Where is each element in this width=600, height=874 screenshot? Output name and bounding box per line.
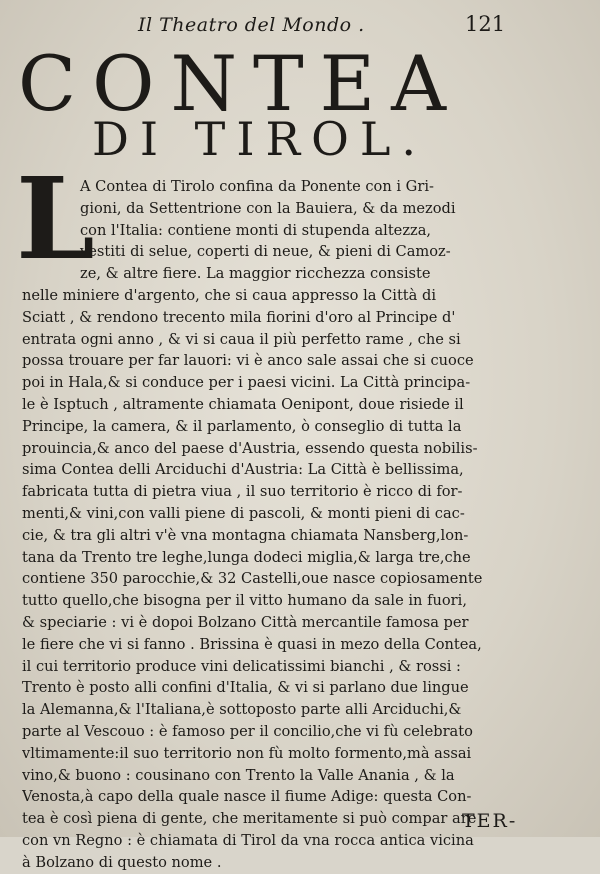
text-line: prouincia,& anco del paese d'Austria, essendo questa nobilis-	[22, 439, 478, 457]
text-line: ze, & altre fiere. La maggior ricchezza consiste	[80, 265, 431, 283]
text-line: sima Contea delli Arciduchi d'Austria: La Città è bellissima,	[22, 461, 464, 479]
page-number: 121	[465, 12, 506, 36]
text-line: vestiti di selue, coperti di neue, & pieni di Camoz-	[80, 243, 451, 261]
text-line: contiene 350 parocchie,& 32 Castelli,oue nasce copiosamente	[22, 570, 483, 588]
text-line: Principe, la camera, & il parlamento, ò conseglio di tutta la	[22, 417, 462, 435]
text-line: tea è così piena di gente, che meritamente si può compar are	[22, 810, 477, 828]
text-line: Trento è posto alli confini d'Italia, & vi si parlano due lingue	[22, 679, 469, 697]
text-line: tutto quello,che bisogna per il vitto humano da sale in fuori,	[22, 592, 467, 610]
text-line: poi in Hala,& si conduce per i paesi vicini. La Città principa-	[22, 374, 471, 392]
text-line: con vn Regno : è chiamata di Tirol da vna rocca antica vicina	[22, 831, 474, 849]
text-line: nelle miniere d'argento, che si caua appresso la Città di	[22, 286, 437, 304]
text-line: fabricata tutta di pietra viua , il suo territorio è ricco di for-	[22, 483, 463, 501]
catchword: TER-	[462, 810, 518, 832]
text-line: & speciarie : vi è dopoi Bolzano Città mercantile famosa per	[22, 613, 469, 631]
text-line: il cui territorio produce vini delicatissimi bianchi , & rossi :	[22, 657, 461, 675]
text-line: la Alemanna,& l'Italiana,è sottoposto parte alli Arciduchi,&	[22, 701, 462, 719]
chapter-title-line-2: DI TIROL.	[92, 112, 428, 166]
text-line: cie, & tra gli altri v'è vna montagna chiamata Nansberg,lon-	[22, 526, 469, 544]
drop-cap-initial: L	[16, 154, 95, 285]
text-line: le fiere che vi si fanno . Brissina è quasi in mezo della Contea,	[22, 635, 482, 653]
text-line: possa trouare per far lauori: vi è anco sale assai che si cuoce	[22, 352, 474, 370]
text-line: vino,& buono : cousinano con Trento la Valle Anania , & la	[22, 766, 455, 784]
chapter-title-line-1: CONTEA	[18, 39, 463, 128]
text-line: Sciatt , & rendono trecento mila fiorini d'oro al Principe d'	[22, 308, 456, 326]
text-line: Venosta,à capo della quale nasce il fiume Adige: questa Con-	[22, 788, 472, 806]
text-line: vltimamente:il suo territorio non fù molto formento,mà assai	[22, 744, 472, 762]
text-line: parte al Vescouo : è famoso per il concilio,che vi fù celebrato	[22, 722, 473, 740]
text-line: con l'Italia: contiene monti di stupenda altezza,	[80, 221, 432, 239]
text-line: gioni, da Settentrione con la Bauiera, & da mezodi	[80, 199, 456, 217]
text-line: menti,& vini,con valli piene di pascoli, & monti pieni di cac-	[22, 504, 465, 522]
text-line: le è Isptuch , altramente chiamata Oenipont, doue risiede il	[22, 395, 464, 413]
body-text	[22, 176, 592, 874]
text-line: à Bolzano di questo nome .	[22, 853, 222, 871]
running-title: Il Theatro del Mondo .	[138, 14, 365, 36]
text-line: tana da Trento tre leghe,lunga dodeci miglia,& larga tre,che	[22, 548, 471, 566]
text-line: A Contea di Tirolo confina da Ponente con i Gri-	[80, 178, 434, 195]
text-line: entrata ogni anno , & vi si caua il più perfetto rame , che si	[22, 330, 461, 348]
